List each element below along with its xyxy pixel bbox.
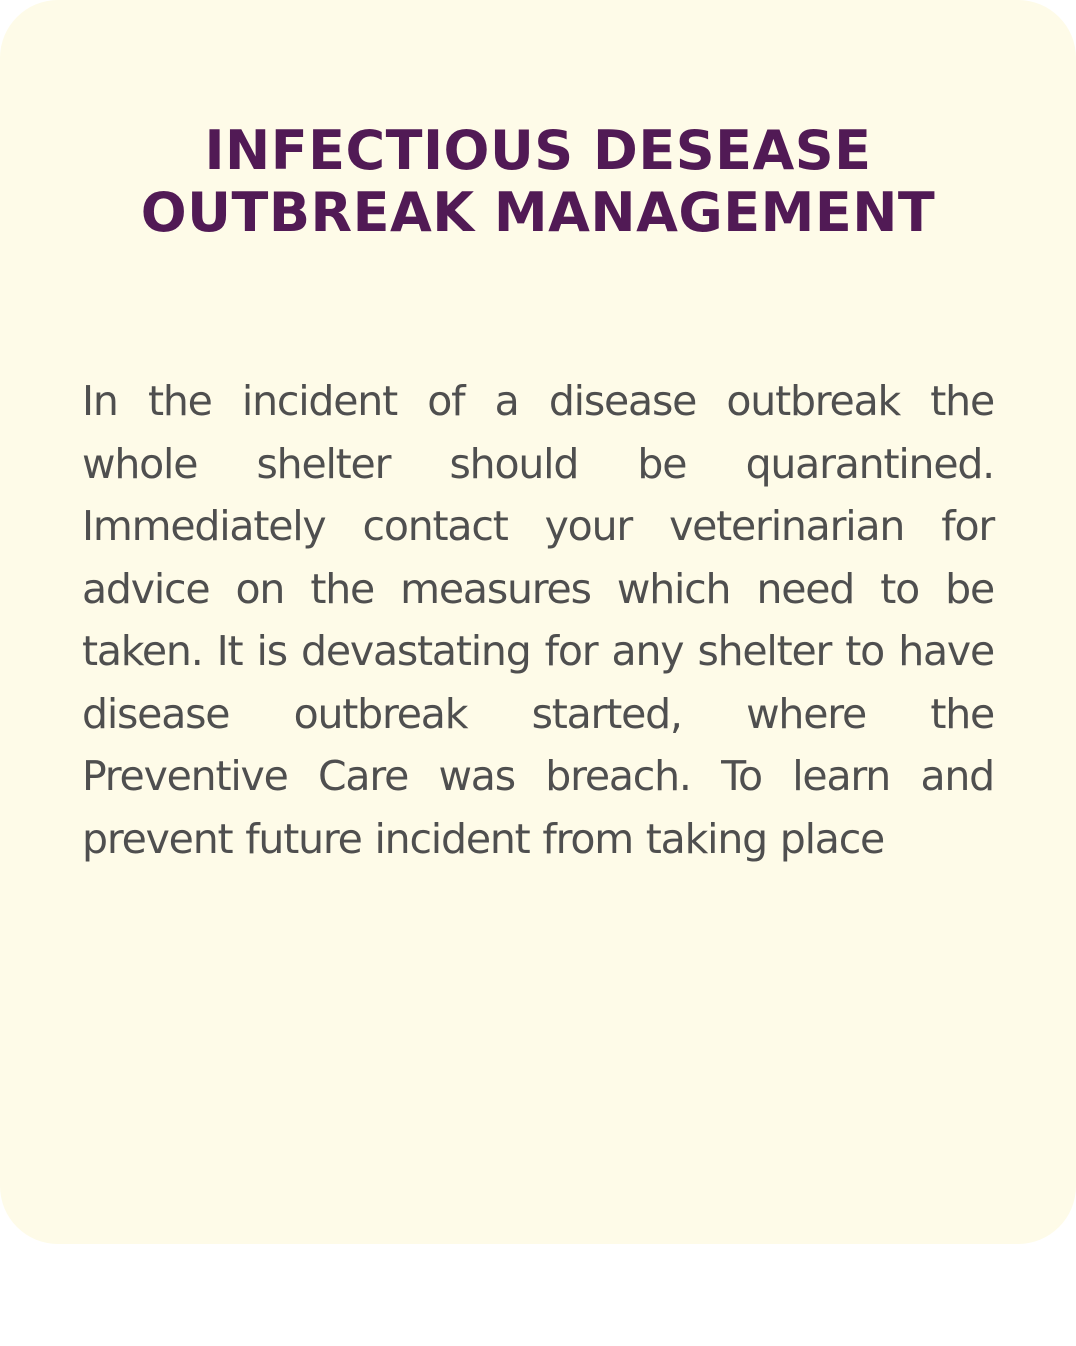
card-title-line-1: INFECTIOUS DESEASE bbox=[204, 119, 872, 182]
card-title bbox=[60, 120, 1016, 244]
card-body-text: In the incident of a disease outbreak the whole shelter should be quarantined. Immediately contact your veterinarian for advice on the measures which need to be taken. It is devastating for any shelter to have disease outbreak started, where the Preventive Care was breach. To learn and prevent future incident from taking place bbox=[82, 377, 994, 863]
card-title-line-2: OUTBREAK MANAGEMENT bbox=[140, 181, 936, 244]
